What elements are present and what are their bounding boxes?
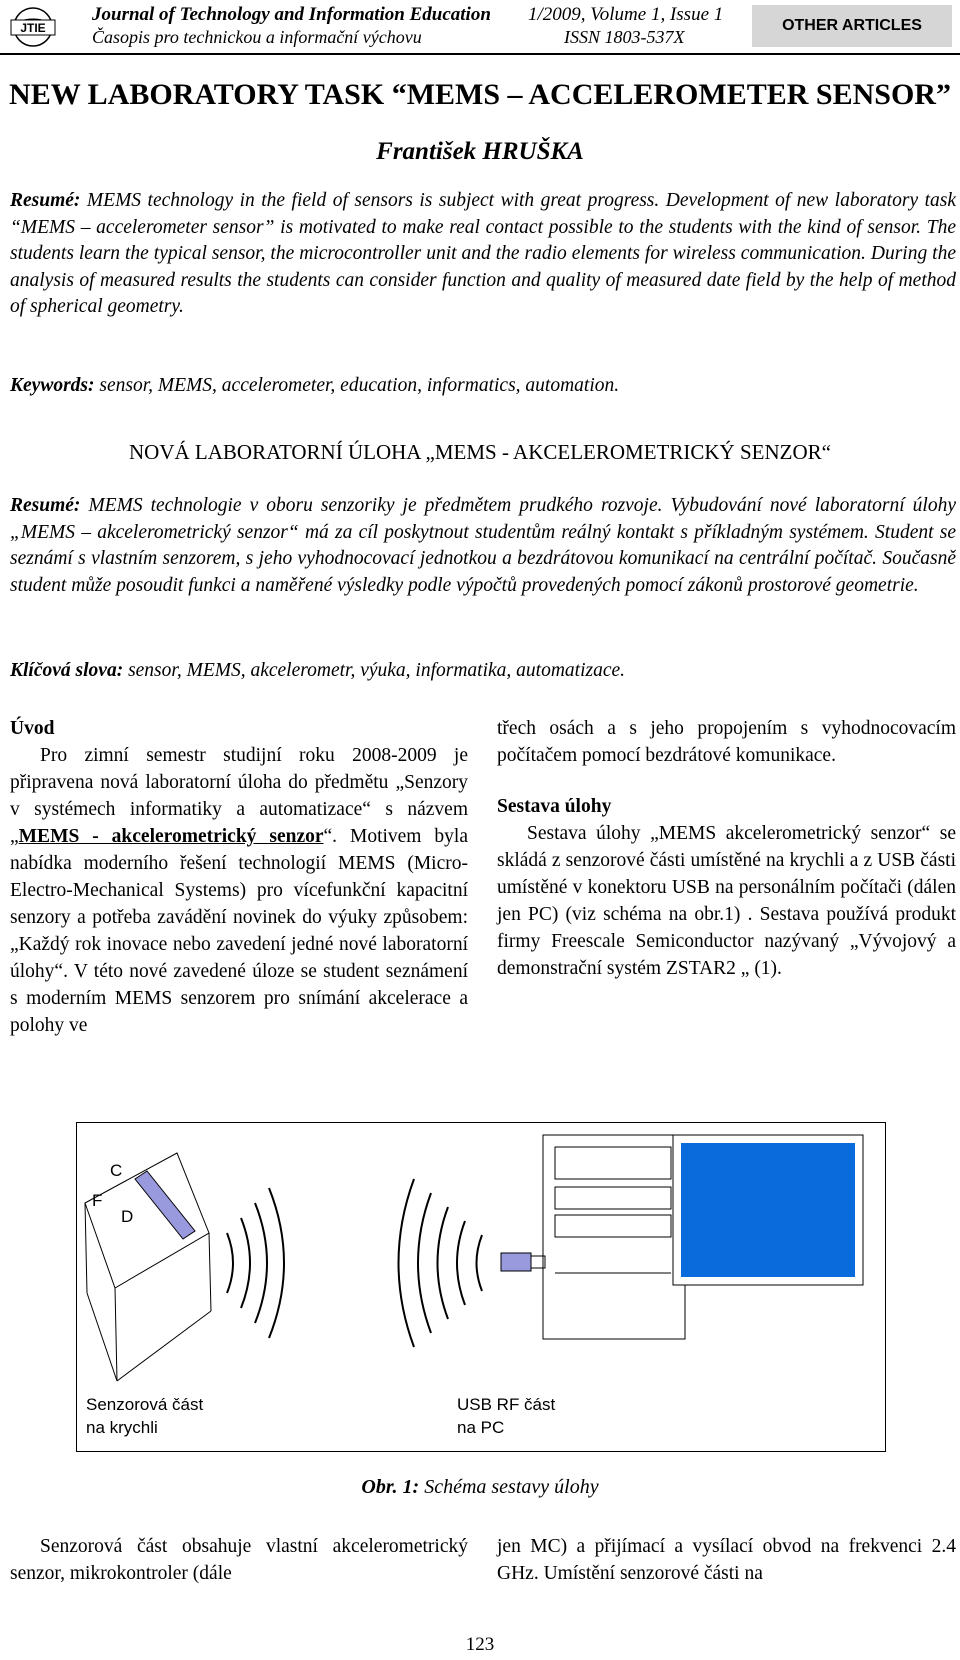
abstract-label: Resumé: bbox=[10, 190, 81, 211]
journal-title: Journal of Technology and Information Education bbox=[92, 4, 491, 25]
abstract-text: MEMS technology in the field of sensors is subject with great progress. Development of new laboratory task “MEMS – accelerometer sensor” is motivated to make real contact possible to the students with the kind of sensor. The students learn the typical sensor, the microcontroller unit and the radio elements for wireless communication. During the analysis of measured results the students can consider function and quality of measured date field by the help of method of spherical geometry. bbox=[10, 190, 956, 317]
keywords-cz-text: sensor, MEMS, akcelerometr, výuka, informatika, automatizace. bbox=[123, 660, 626, 681]
right-column-bottom bbox=[497, 1533, 956, 1587]
article-title-cz: NOVÁ LABORATORNÍ ÚLOHA „MEMS - AKCELEROMETRICKÝ SENZOR“ bbox=[129, 440, 831, 464]
other-articles-button[interactable]: OTHER ARTICLES bbox=[752, 5, 952, 47]
intro-text-a: Pro zimní semestr studijní roku 2008-2009 je připravena nová laboratorní úloha do předmětu „Senzory v systémech informatiky a automatizace“ s názvem „ bbox=[10, 745, 468, 847]
keywords-text: sensor, MEMS, accelerometer, education, informatics, automation. bbox=[94, 375, 620, 396]
jtie-logo bbox=[5, 6, 61, 48]
right-column bbox=[497, 715, 956, 982]
label-c: C bbox=[110, 1161, 123, 1180]
intro-text-b: “. Motivem byla nabídka moderního řešení technologií MEMS (Micro-Electro-Mechanical Systems) pro vícefunkční kapacitní senzory a potřeba zavádění novinek do výuky způsobem: „Každý rok inovace nebo zavedení jedné nové laboratorní úlohy“. V této nové zavedené úloze se student seznámení s moderním MEMS senzorem pro snímání akcelerace a polohy ve bbox=[10, 826, 468, 1036]
usb-part-label bbox=[457, 1393, 555, 1439]
label-f: F bbox=[92, 1191, 103, 1210]
section-heading-sestava: Sestava úlohy bbox=[497, 796, 612, 817]
keywords-cz bbox=[10, 660, 625, 682]
abstract-cz-text: MEMS technologie v oboru senzoriky je předmětem prudkého rozvoje. Vybudování nové laboratorní úlohy „MEMS – akcelerometrický senzor“ má za cíl poskytnout studentům reálný kontakt s příkladným systémem. Student se seznámí s vlastním senzorem, s jeho vyhodnocovací jednotkou a bezdrátovou komunikací na centrální počítač. Současně student může posoudit funkci a naměřené výsledky podle výpočtů provedených pomocí zákonů prostorové geometrie. bbox=[10, 495, 956, 596]
sensor-part-line1: Senzorová část bbox=[86, 1395, 204, 1414]
left-column bbox=[10, 715, 468, 1039]
abstract-cz bbox=[10, 493, 956, 599]
monitor-screen bbox=[681, 1143, 855, 1277]
figure-schema bbox=[76, 1122, 886, 1452]
usb-waves-icon bbox=[399, 1179, 483, 1347]
left-column-bottom bbox=[10, 1533, 468, 1587]
journal-title-cz: Časopis pro technickou a informační výchovu bbox=[92, 27, 422, 47]
task-name-link: MEMS - akcelerometrický senzor bbox=[18, 826, 324, 847]
sensor-part-paragraph: Senzorová část obsahuje vlastní akcelerometrický senzor, mikrokontroler (dále bbox=[10, 1536, 468, 1584]
article-title: NEW LABORATORY TASK “MEMS – ACCELEROMETER SENSOR” bbox=[9, 78, 951, 111]
section-heading-uvod: Úvod bbox=[10, 718, 55, 739]
logo-text: JTIE bbox=[20, 21, 46, 35]
sensor-part-line2: na krychli bbox=[86, 1418, 158, 1437]
usb-part-line2: na PC bbox=[457, 1418, 505, 1437]
right-paragraph-continued: třech osách a s jeho propojením s vyhodnocovacím počítačem pomocí bezdrátové komunikace. bbox=[497, 718, 956, 766]
figure-caption bbox=[0, 1476, 960, 1499]
intro-paragraph bbox=[10, 742, 468, 1039]
pc-tower-icon bbox=[543, 1135, 685, 1339]
sensor-waves-icon bbox=[227, 1188, 284, 1338]
figure-caption-text: Schéma sestavy úlohy bbox=[419, 1476, 599, 1498]
journal-header bbox=[0, 0, 960, 56]
issn: ISSN 1803-537X bbox=[564, 27, 685, 47]
sensor-part-paragraph-continued: jen MC) a přijímací a vysílací obvod na frekvenci 2.4 GHz. Umístění senzorové části na bbox=[497, 1536, 956, 1584]
usb-part-line1: USB RF část bbox=[457, 1395, 556, 1414]
sensor-part-label bbox=[86, 1393, 203, 1439]
issue-info: 1/2009, Volume 1, Issue 1 bbox=[528, 4, 724, 25]
keywords-label: Keywords: bbox=[10, 375, 95, 396]
setup-paragraph: Sestava úlohy „MEMS akcelerometrický senzor“ se skládá z senzorové části umístěné na krychli a z USB části umístěné v konektoru USB na personálním počítači (dálen jen PC) (viz schéma na obr.1) . Sestava používá produkt firmy Freescale Semiconductor nazývaný „Vývojový a demonstrační systém ZSTAR2 „ (1). bbox=[497, 823, 956, 979]
keywords-cz-label: Klíčová slova: bbox=[10, 660, 124, 681]
header-divider bbox=[0, 53, 960, 55]
sensor-board bbox=[135, 1171, 195, 1239]
keywords-en bbox=[10, 375, 619, 397]
figure-caption-label: Obr. 1: bbox=[361, 1476, 420, 1498]
usb-dongle-icon bbox=[501, 1253, 531, 1271]
label-d: D bbox=[121, 1207, 134, 1226]
abstract-cz-label: Resumé: bbox=[10, 495, 81, 516]
page-number: 123 bbox=[465, 1634, 495, 1655]
abstract-en bbox=[10, 188, 956, 321]
article-author: František HRUŠKA bbox=[376, 138, 584, 165]
